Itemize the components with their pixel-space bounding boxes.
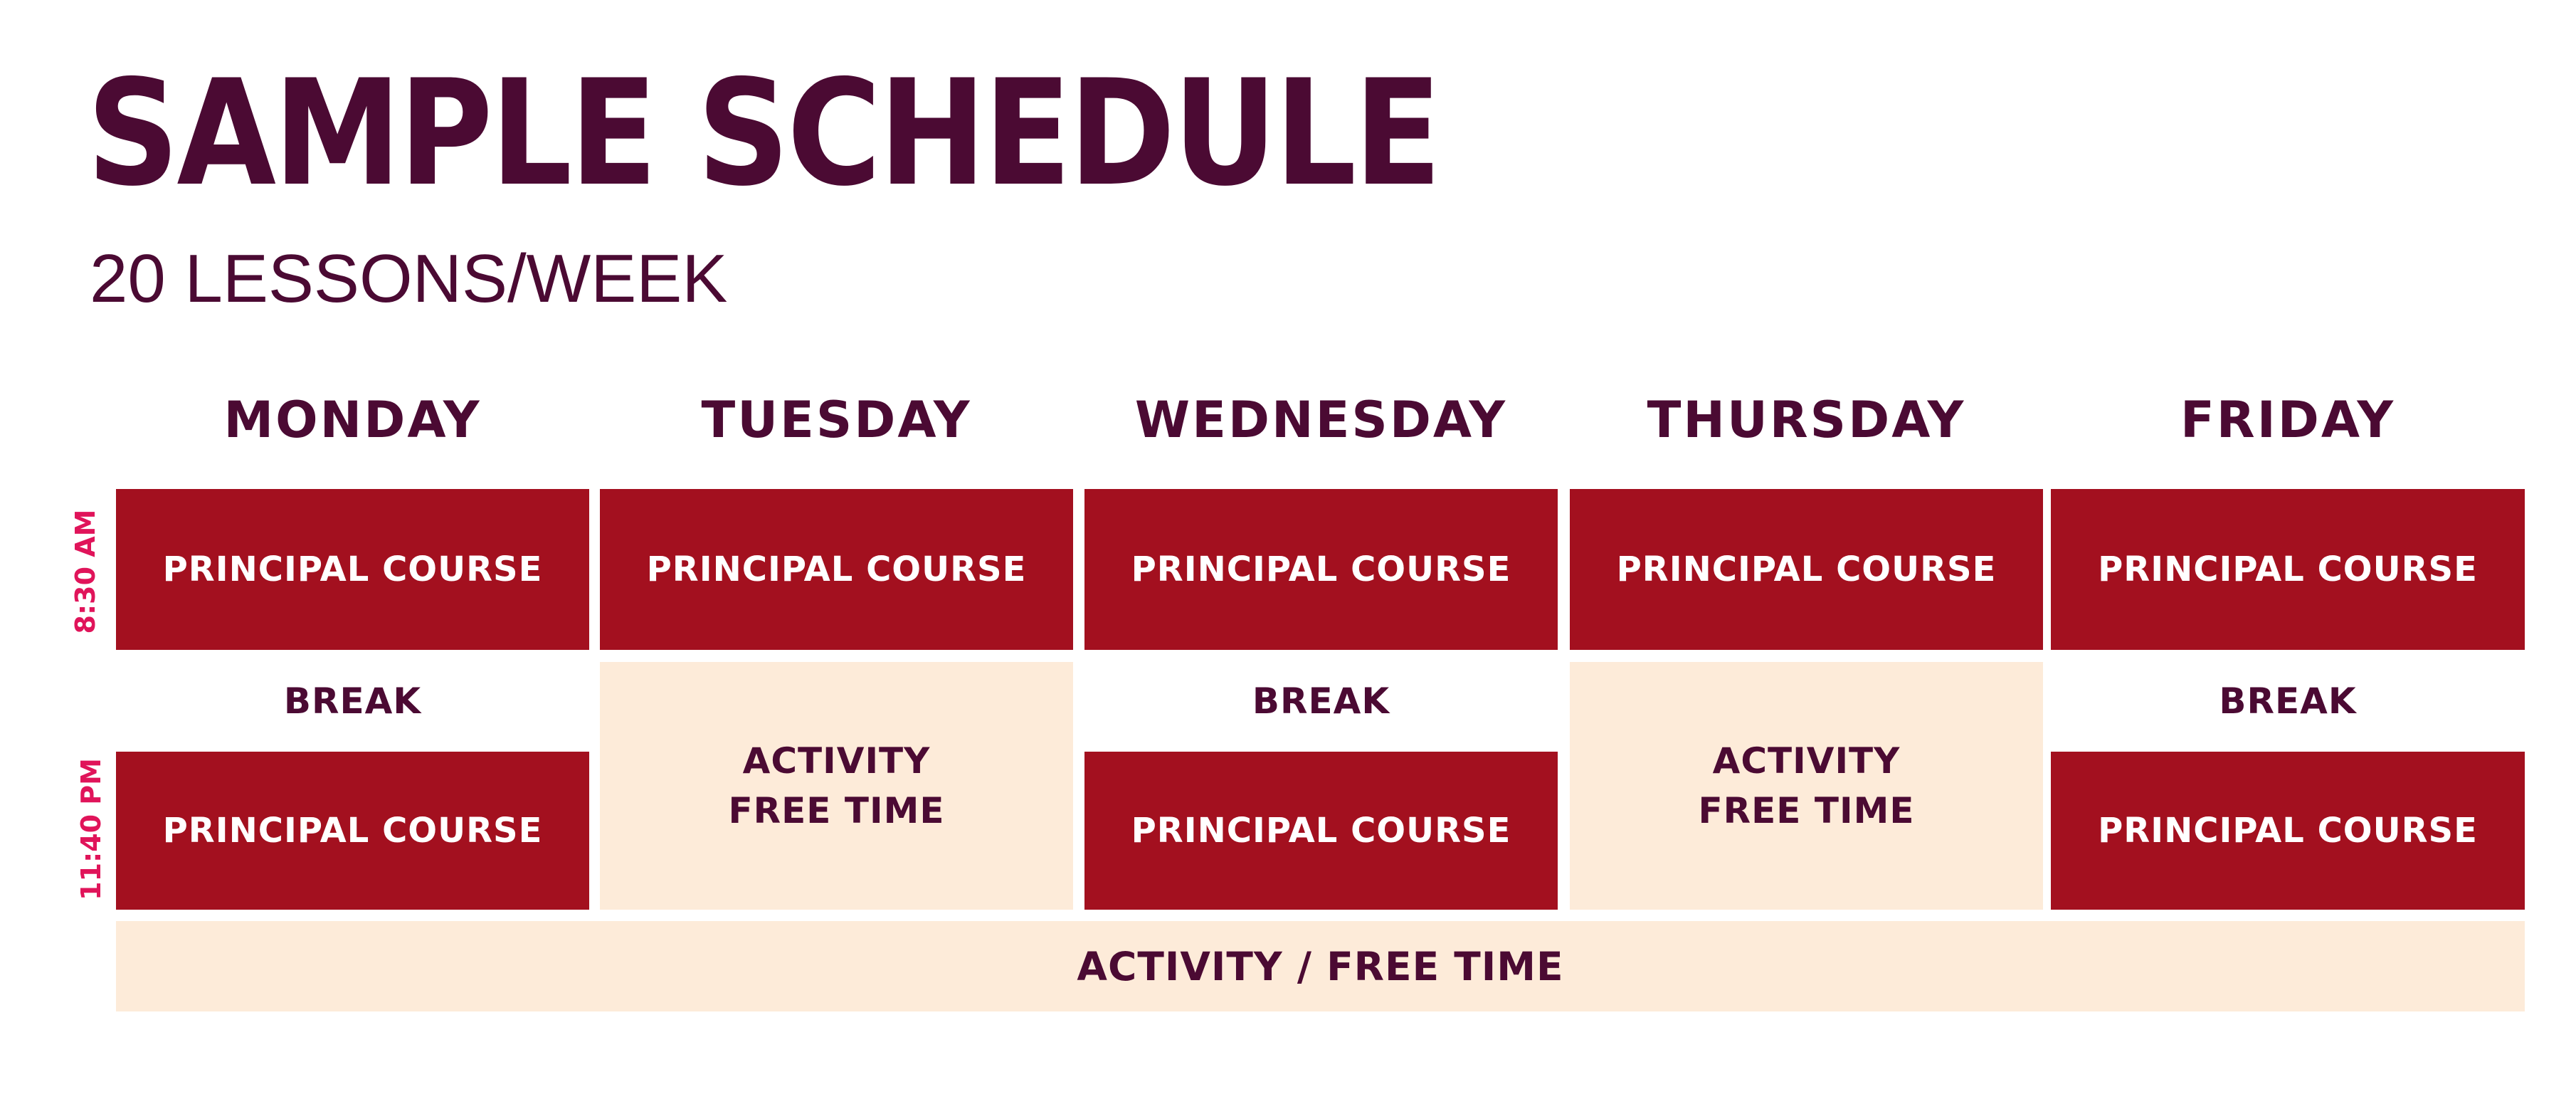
day-header-thursday: THURSDAY <box>1647 391 1966 449</box>
activity-free-time-bar: ACTIVITY / FREE TIME <box>116 921 2525 1011</box>
tuesday-activity-line-2: FREE TIME <box>728 790 945 831</box>
page-subtitle: 20 LESSONS/WEEK <box>90 241 728 317</box>
day-header-wednesday: WEDNESDAY <box>1134 391 1508 449</box>
monday-morning-course: PRINCIPAL COURSE <box>116 489 589 650</box>
page-title: SAMPLE SCHEDULE <box>87 49 1440 219</box>
tuesday-activity-block <box>600 662 1073 910</box>
time-label-morning: 8:30 AM <box>70 509 101 634</box>
friday-morning-course: PRINCIPAL COURSE <box>2051 489 2525 650</box>
day-header-friday: FRIDAY <box>2180 391 2396 449</box>
thursday-activity-line-2: FREE TIME <box>1698 790 1915 831</box>
thursday-activity-line-1: ACTIVITY <box>1712 740 1901 782</box>
day-header-tuesday: TUESDAY <box>701 391 972 449</box>
wednesday-break: BREAK <box>1252 680 1390 722</box>
wednesday-morning-course: PRINCIPAL COURSE <box>1084 489 1558 650</box>
tuesday-activity-line-1: ACTIVITY <box>742 740 931 782</box>
friday-break: BREAK <box>2219 680 2357 722</box>
friday-afternoon-course: PRINCIPAL COURSE <box>2051 752 2525 910</box>
thursday-activity-block <box>1570 662 2043 910</box>
wednesday-afternoon-course: PRINCIPAL COURSE <box>1084 752 1558 910</box>
time-label-afternoon: 11:40 PM <box>75 758 107 900</box>
tuesday-morning-course: PRINCIPAL COURSE <box>600 489 1073 650</box>
monday-break: BREAK <box>283 680 422 722</box>
monday-afternoon-course: PRINCIPAL COURSE <box>116 752 589 910</box>
day-header-monday: MONDAY <box>223 391 482 449</box>
thursday-morning-course: PRINCIPAL COURSE <box>1570 489 2043 650</box>
